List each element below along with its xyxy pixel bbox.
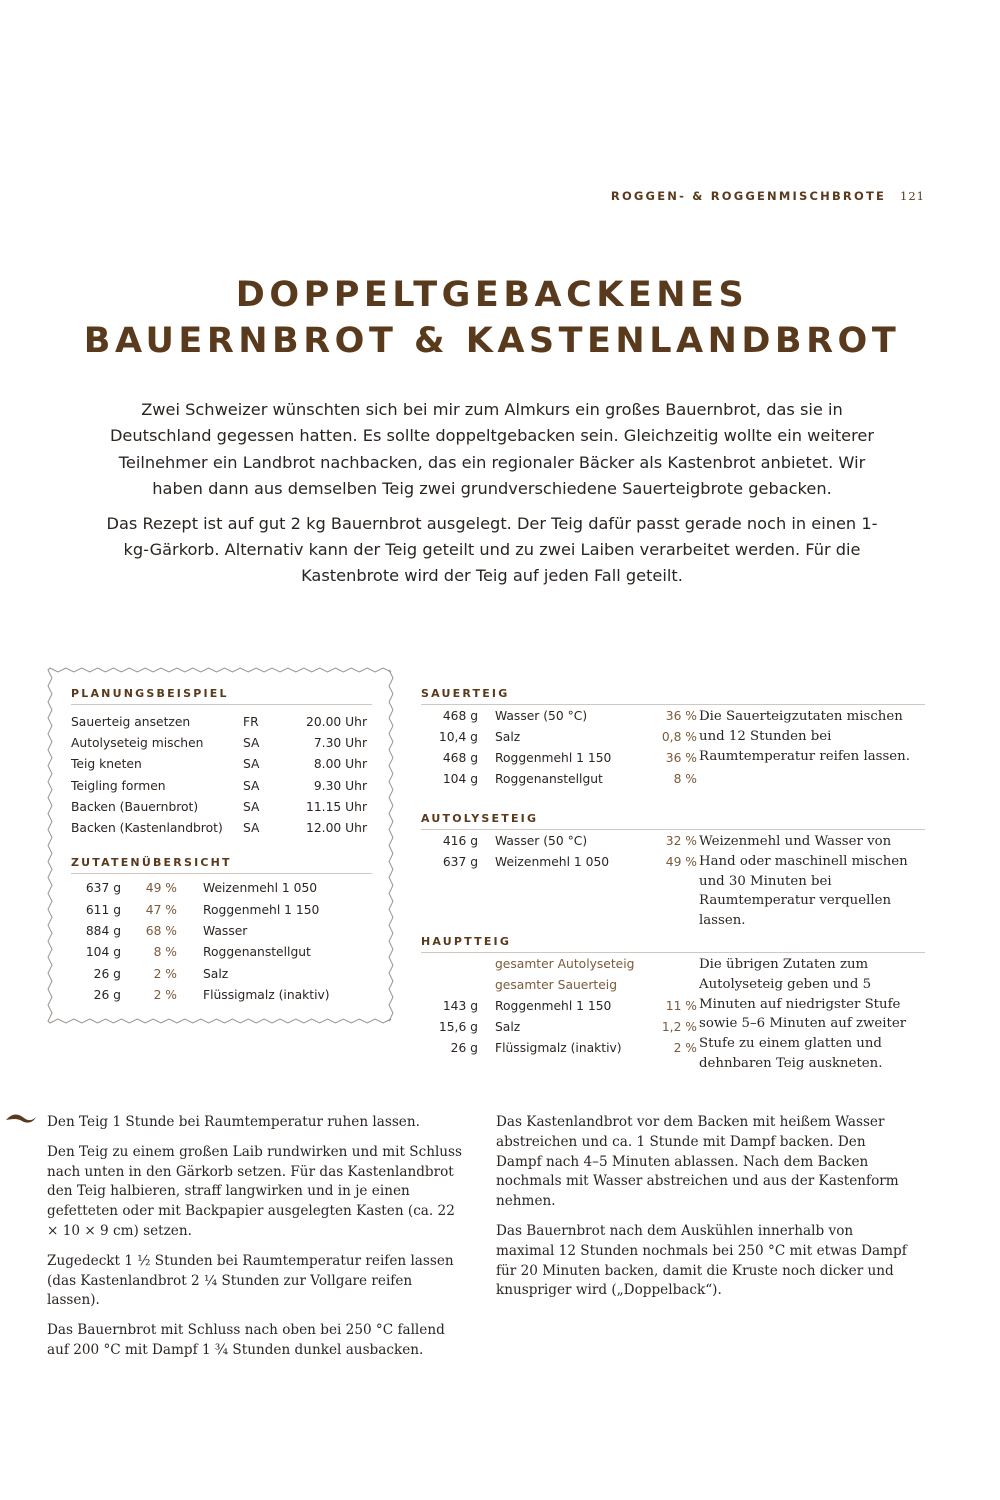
ingredient-percent: 2 % <box>153 966 177 981</box>
title-line-2: BAUERNBROT & KASTENLANDBROT <box>83 321 901 361</box>
planning-time: 12.00 Uhr <box>306 821 367 836</box>
planning-row <box>71 711 372 732</box>
recipe-percent: 8 % <box>673 772 697 787</box>
planning-row <box>71 817 372 838</box>
sauerteig-note: Die Sauerteigzutaten mischen und 12 Stunden bei Raumtemperatur reifen lassen. <box>699 709 910 764</box>
recipe-ingredient: Roggenmehl 1 150 <box>495 750 612 765</box>
intro-paragraph-2: Das Rezept ist auf gut 2 kg Bauernbrot ausgelegt. Der Teig dafür passt gerade noch in einen 1-kg-Gärkorb. Alternativ kann der Teig geteilt und zu zwei Laiben verarbeitet werden. Für die Kastenbrote wird der Teig auf jeden Fall geteilt. <box>106 513 878 586</box>
recipe-ingredient: Wasser (50 °C) <box>495 708 588 723</box>
leaf-ornament-icon <box>4 1111 38 1127</box>
planning-heading: PLANUNGSBEISPIEL <box>71 687 372 705</box>
ingredient-name: Flüssigmalz (inaktiv) <box>203 987 330 1002</box>
ingredients-table <box>71 874 372 1006</box>
instruction-paragraph: Das Kastenlandbrot vor dem Backen mit heißem Wasser abstreichen und ca. 1 Stunde mit Dampf backen. Den Dampf nach 4–5 Minuten ablassen. Nach dem Backen nochmals mit Wasser abstreichen und aus der Kastenform nehmen. <box>496 1114 899 1210</box>
planning-time: 9.30 Uhr <box>313 778 367 793</box>
ingredient-row <box>71 942 372 963</box>
recipe-amount: 15,6 g <box>438 1020 478 1035</box>
ingredient-row <box>71 920 372 941</box>
planning-step: Autolyseteig mischen <box>71 735 204 750</box>
recipe-ingredient: Roggenmehl 1 150 <box>495 998 612 1013</box>
ingredient-percent: 2 % <box>153 987 177 1002</box>
ingredient-name: Roggenanstellgut <box>203 945 311 960</box>
recipe-ingredient: gesamter Autolyseteig <box>495 956 635 971</box>
ingredient-row <box>71 899 372 920</box>
recipe-percent: 11 % <box>665 998 697 1013</box>
recipe-percent: 2 % <box>673 1041 697 1056</box>
recipe-percent: 1,2 % <box>661 1020 697 1035</box>
planning-table <box>71 705 372 839</box>
recipe-ingredient: Wasser (50 °C) <box>495 833 588 848</box>
planning-row <box>71 732 372 753</box>
ingredient-amount: 637 g <box>85 881 121 896</box>
autolyseteig-heading: AUTOLYSETEIG <box>421 812 925 830</box>
planning-day: SA <box>243 799 260 814</box>
planning-step: Backen (Kastenlandbrot) <box>71 821 223 836</box>
ingredient-amount: 611 g <box>85 902 121 917</box>
recipe-amount: 468 g <box>442 750 478 765</box>
overview-box <box>47 667 394 1024</box>
ingredients-heading: ZUTATENÜBERSICHT <box>71 856 372 874</box>
planning-row <box>71 796 372 817</box>
planning-row <box>71 754 372 775</box>
section-title: ROGGEN- & ROGGENMISCHBROTE <box>610 189 887 203</box>
page-number: 121 <box>900 189 925 203</box>
recipe-amount: 104 g <box>442 772 478 787</box>
ingredient-percent: 49 % <box>145 881 177 896</box>
sauerteig-heading: SAUERTEIG <box>421 687 925 705</box>
hauptteig-section <box>421 935 925 1071</box>
planning-step: Teigling formen <box>71 778 166 793</box>
intro-text <box>100 397 884 598</box>
sauerteig-section <box>421 687 925 790</box>
ingredient-percent: 8 % <box>153 945 177 960</box>
title-line-1: DOPPELTGEBACKENES <box>235 275 749 315</box>
ingredient-amount: 104 g <box>85 945 121 960</box>
planning-time: 20.00 Uhr <box>306 714 367 729</box>
recipe-amount: 416 g <box>442 833 478 848</box>
planning-day: SA <box>243 757 260 772</box>
instructions-right-column <box>496 1113 914 1311</box>
recipe-ingredient: Weizenmehl 1 050 <box>495 854 610 869</box>
running-header <box>611 189 925 203</box>
recipe-percent: 36 % <box>665 750 697 765</box>
hauptteig-heading: HAUPTTEIG <box>421 935 925 953</box>
planning-time: 7.30 Uhr <box>313 735 367 750</box>
ingredient-percent: 47 % <box>145 902 177 917</box>
planning-day: FR <box>243 714 259 729</box>
recipe-percent: 32 % <box>665 833 697 848</box>
recipe-ingredient: Salz <box>495 729 521 744</box>
autolyseteig-section <box>421 812 925 929</box>
planning-day: SA <box>243 735 260 750</box>
ingredient-amount: 26 g <box>93 966 121 981</box>
ingredient-name: Roggenmehl 1 150 <box>203 902 320 917</box>
instruction-paragraph: Zugedeckt 1 ½ Stunden bei Raumtemperatur reifen lassen (das Kastenlandbrot 2 ¼ Stunden zur Vollgare reifen lassen). <box>47 1252 454 1309</box>
recipe-percent: 0,8 % <box>661 729 697 744</box>
planning-step: Backen (Bauernbrot) <box>71 799 199 814</box>
ingredient-row <box>71 878 372 899</box>
ingredient-amount: 884 g <box>85 924 121 939</box>
recipe-amount: 468 g <box>442 708 478 723</box>
recipe-percent: 36 % <box>665 708 697 723</box>
intro-paragraph-1: Zwei Schweizer wünschten sich bei mir zum Almkurs ein großes Bauernbrot, das sie in Deutschland gegessen hatten. Es sollte doppeltgebacken sein. Gleichzeitig wollte ein weiterer Teilnehmer ein Landbrot nachbacken, das ein regionaler Bäcker als Kastenbrot anbietet. Wir haben dann aus demselben Teig zwei grundverschiedene Sauerteigbrote gebacken. <box>109 400 875 499</box>
planning-day: SA <box>243 778 260 793</box>
recipe-title <box>0 272 984 364</box>
instructions-left-column <box>47 1113 465 1371</box>
recipe-ingredient: Roggenanstellgut <box>495 772 603 787</box>
recipe-amount: 10,4 g <box>438 729 478 744</box>
recipe-amount: 143 g <box>442 998 478 1013</box>
autolyseteig-note: Weizenmehl und Wasser von Hand oder maschinell mischen und 30 Minuten bei Raumtemperatur verquellen lassen. <box>699 834 908 929</box>
ingredient-name: Weizenmehl 1 050 <box>203 881 318 896</box>
instruction-paragraph: Das Bauernbrot mit Schluss nach oben bei 250 °C fallend auf 200 °C mit Dampf 1 ¾ Stunden dunkel ausbacken. <box>47 1322 445 1358</box>
recipe-row <box>421 769 925 790</box>
planning-time: 11.15 Uhr <box>306 799 367 814</box>
ingredient-percent: 68 % <box>145 924 177 939</box>
planning-row <box>71 775 372 796</box>
planning-step: Sauerteig ansetzen <box>71 714 191 729</box>
ingredient-amount: 26 g <box>93 987 121 1002</box>
instruction-paragraph: Den Teig zu einem großen Laib rundwirken und mit Schluss nach unten in den Gärkorb setzen. Für das Kastenlandbrot den Teig halbieren, straff langwirken und in je einen gefetteten oder mit Backpapier ausgelegten Kasten (ca. 22 × 10 × 9 cm) setzen. <box>47 1143 463 1239</box>
ingredient-row <box>71 963 372 984</box>
instruction-paragraph: Den Teig 1 Stunde bei Raumtemperatur ruhen lassen. <box>47 1114 420 1130</box>
recipe-amount: 637 g <box>442 854 478 869</box>
planning-day: SA <box>243 821 260 836</box>
recipe-percent: 49 % <box>665 854 697 869</box>
ingredient-name: Wasser <box>203 924 248 939</box>
ingredient-name: Salz <box>203 966 229 981</box>
instruction-paragraph: Das Bauernbrot nach dem Auskühlen innerhalb von maximal 12 Stunden nochmals bei 250 °C mit etwas Dampf für 20 Minuten backen, damit die Kruste noch dicker und knuspriger wird („Doppelback“). <box>496 1222 907 1299</box>
planning-time: 8.00 Uhr <box>313 757 367 772</box>
recipe-amount: 26 g <box>450 1041 478 1056</box>
hauptteig-note: Die übrigen Zutaten zum Autolyseteig geben und 5 Minuten auf niedrigster Stufe sowie 5–6 Minuten auf zweiter Stufe zu einem glatten und dehnbaren Teig auskneten. <box>699 957 907 1071</box>
recipe-ingredient: gesamter Sauerteig <box>495 977 618 992</box>
recipe-ingredient: Flüssigmalz (inaktiv) <box>495 1041 622 1056</box>
recipe-ingredient: Salz <box>495 1020 521 1035</box>
ingredient-row <box>71 984 372 1005</box>
planning-step: Teig kneten <box>71 757 142 772</box>
